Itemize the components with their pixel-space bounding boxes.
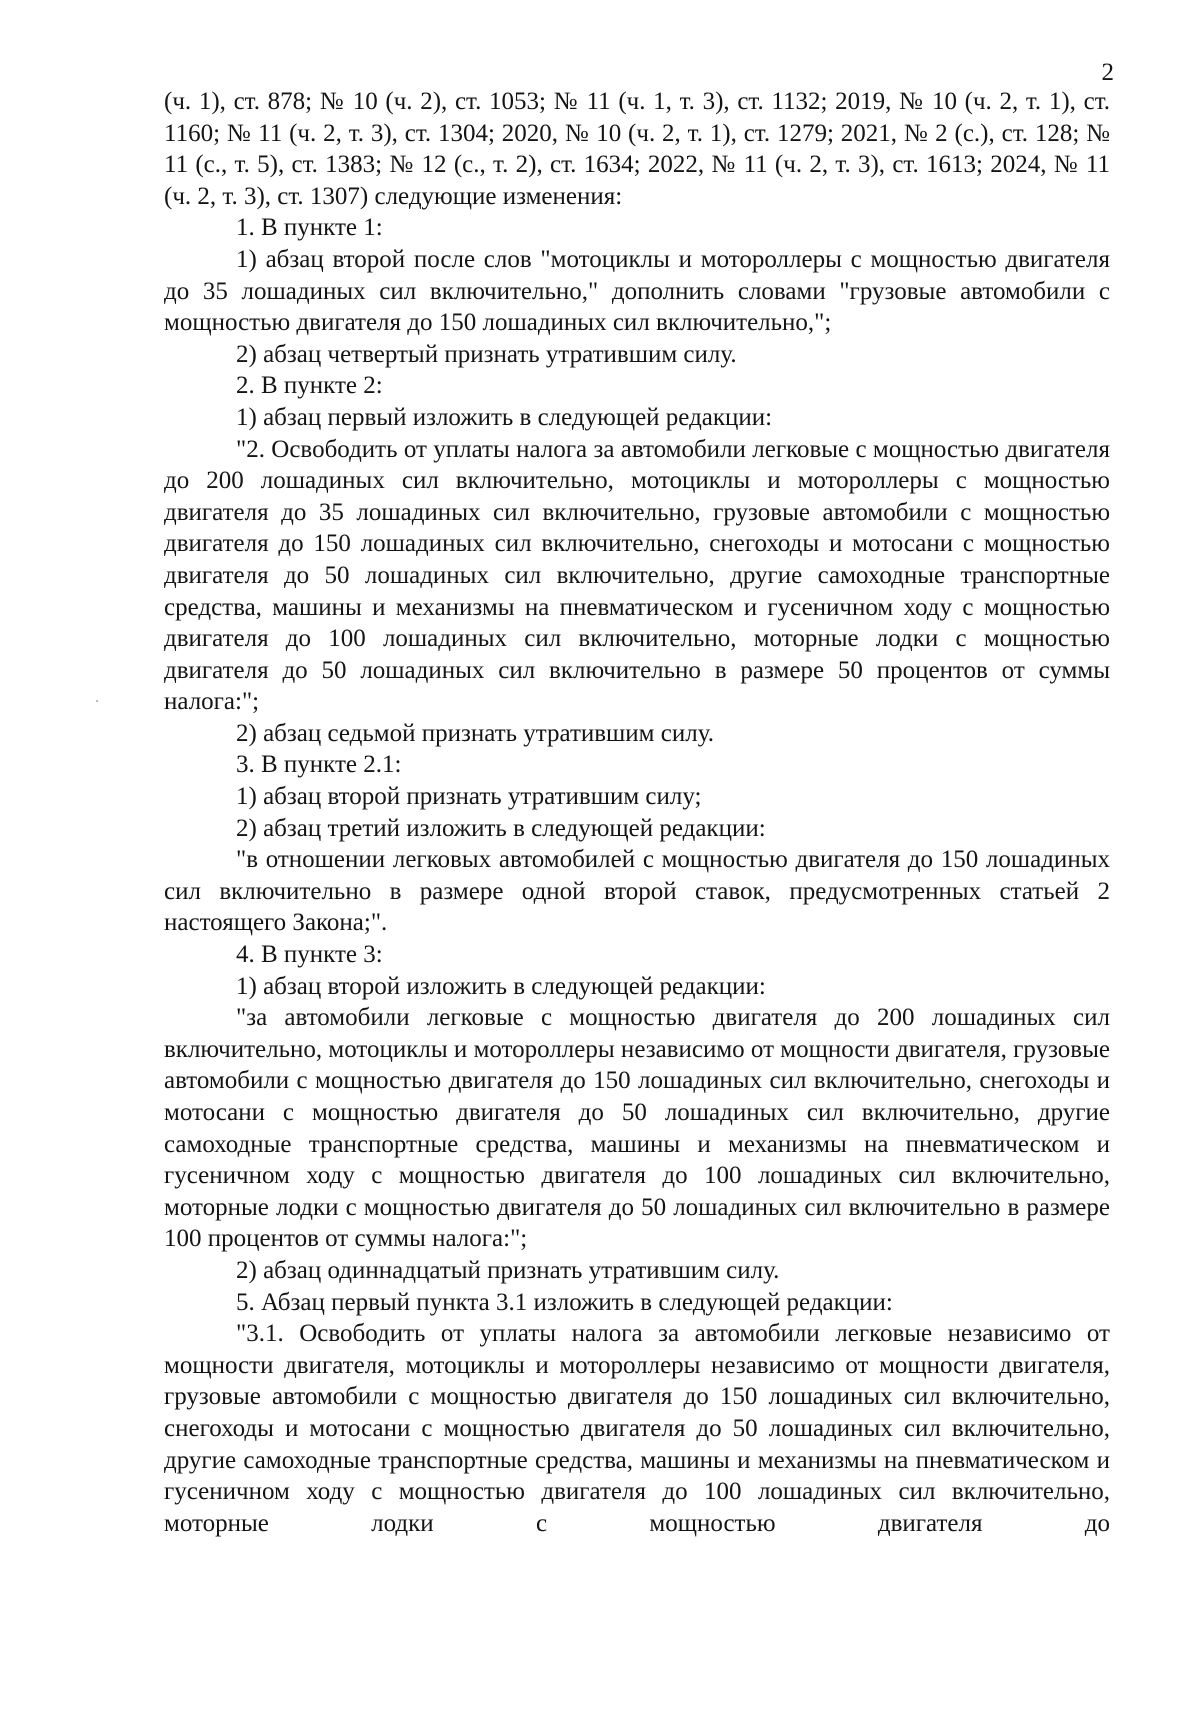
paragraph-item-2-heading: 2. В пункте 2: xyxy=(236,372,383,400)
scan-speck xyxy=(96,700,98,702)
paragraph-item-3-1: 1) абзац второй признать утратившим силу; xyxy=(236,783,702,811)
paragraph-item-4-2: 2) абзац одиннадцатый признать утратившим силу. xyxy=(236,1256,780,1284)
paragraph-item-5-quote: "3.1. Освободить от уплаты налога за автомобили легковые независимо от мощности двигателя, мотоциклы и мотороллеры независимо от мощности двигателя, грузовые автомобили с мощностью двигателя до 150 лошадиных сил включительно, снегоходы и мотосани с мощностью двигателя до 50 лошадиных сил включительно, другие самоходные транспортные средства, машины и механизмы на пневматическом и гусеничном ходу с мощностью двигателя до 100 лошадиных сил включительно, моторные лодки с мощностью двигателя до xyxy=(164,1320,1110,1537)
paragraph-item-4-1: 1) абзац второй изложить в следующей редакции: xyxy=(236,972,766,1000)
paragraph-continuation: (ч. 1), ст. 878; № 10 (ч. 2), ст. 1053; № 11 (ч. 1, т. 3), ст. 1132; 2019, № 10 (ч. 2, т. 1), ст. 1160; № 11 (ч. 2, т. 3), ст. 1304; 2020, № 10 (ч. 2, т. 1), ст. 1279; 2021, № 2 (с.), ст. 128; № 11 (с., т. 5), ст. 1383; № 12 (с., т. 2), ст. 1634; 2022, № 11 (ч. 2, т. 3), ст. 1613; 2024, № 11 (ч. 2, т. 3), ст. 1307) следующие изменения: xyxy=(164,88,1110,210)
paragraph-item-2-2: 2) абзац седьмой признать утратившим силу. xyxy=(236,719,714,747)
paragraph-item-4-heading: 4. В пункте 3: xyxy=(236,941,383,969)
paragraph-item-5-heading: 5. Абзац первый пункта 3.1 изложить в следующей редакции: xyxy=(236,1288,893,1316)
paragraph-item-3-2: 2) абзац третий изложить в следующей редакции: xyxy=(236,814,766,842)
paragraph-item-3-heading: 3. В пункте 2.1: xyxy=(236,751,402,779)
paragraph-item-4-quote: "за автомобили легковые с мощностью двигателя до 200 лошадиных сил включительно, мотоциклы и мотороллеры независимо от мощности двигателя, грузовые автомобили с мощностью двигателя до 150 лошадиных сил включительно, снегоходы и мотосани с мощностью двигателя до 50 лошадиных сил включительно, другие самоходные транспортные средства, машины и механизмы на пневматическом и гусеничном ходу с мощностью двигателя до 100 лошадиных сил включительно, моторные лодки с мощностью двигателя до 50 лошадиных сил включительно в размере 100 процентов от суммы налога:"; xyxy=(164,1004,1110,1253)
paragraph-item-2-quote: "2. Освободить от уплаты налога за автомобили легковые с мощностью двигателя до 200 лошадиных сил включительно, мотоциклы и мотороллеры с мощностью двигателя до 35 лошадиных сил включительно, грузовые автомобили с мощностью двигателя до 150 лошадиных сил включительно, снегоходы и мотосани с мощностью двигателя до 50 лошадиных сил включительно, другие самоходные транспортные средства, машины и механизмы на пневматическом и гусеничном ходу с мощностью двигателя до 100 лошадиных сил включительно, моторные лодки с мощностью двигателя до 50 лошадиных сил включительно в размере 50 процентов от суммы налога:"; xyxy=(164,435,1110,716)
paragraph-item-2-1: 1) абзац первый изложить в следующей редакции: xyxy=(236,403,773,431)
document-body xyxy=(164,86,1110,1539)
paragraph-item-1-heading: 1. В пункте 1: xyxy=(236,214,383,242)
paragraph-item-1-1: 1) абзац второй после слов "мотоциклы и мотороллеры с мощностью двигателя до 35 лошадиных сил включительно," дополнить словами "грузовые автомобили с мощностью двигателя до 150 лошадиных сил включительно,"; xyxy=(164,245,1110,337)
paragraph-item-1-2: 2) абзац четвертый признать утратившим силу. xyxy=(236,340,737,368)
page-number: 2 xyxy=(1101,59,1114,86)
paragraph-item-3-quote: "в отношении легковых автомобилей с мощностью двигателя до 150 лошадиных сил включительно в размере одной второй ставок, предусмотренных статьей 2 настоящего Закона;". xyxy=(164,846,1110,937)
